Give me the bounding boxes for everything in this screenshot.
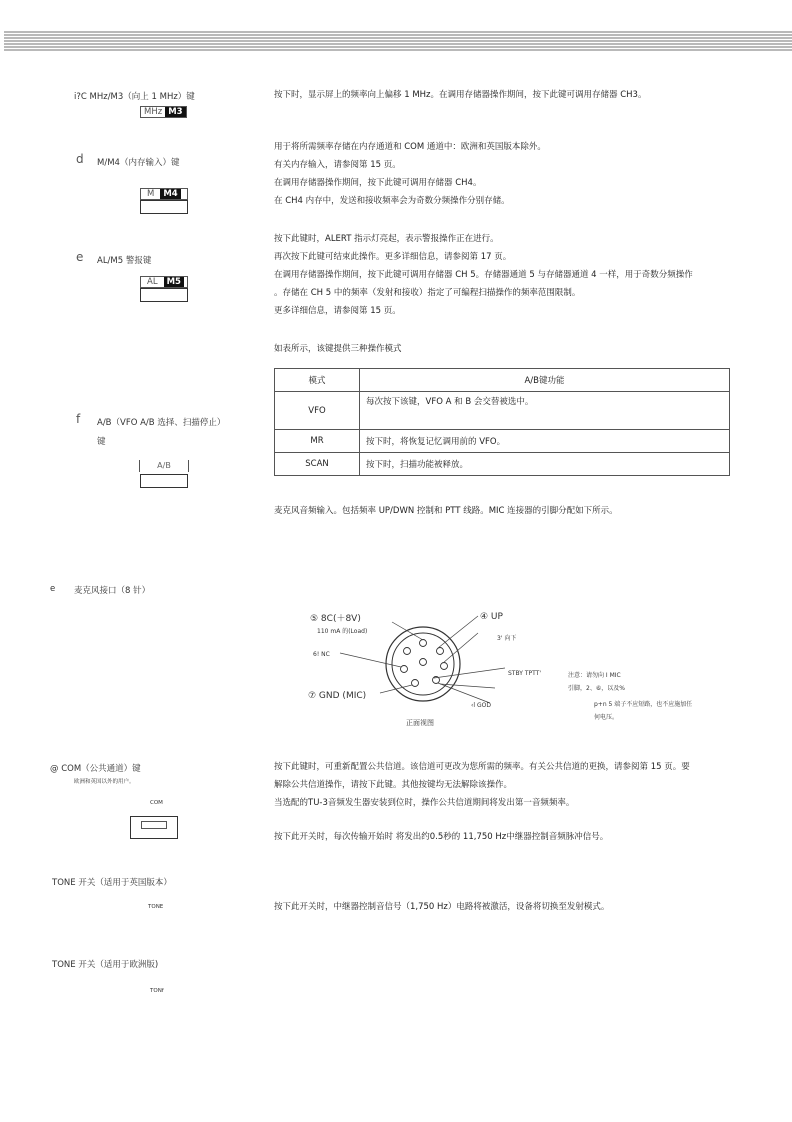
- m-key-desc-line: 用于将所需频率存储在内存通道和 COM 通道中：欧洲和英国版本除外。: [274, 142, 546, 152]
- al-key-button[interactable]: [140, 288, 188, 302]
- connector-pin: [441, 663, 448, 670]
- com-key-desc: [274, 758, 690, 812]
- connector-note-1: 注意：请勿向 I MIC: [568, 672, 621, 679]
- com-key-sub: 欧洲和英国以外的用户。: [74, 779, 135, 785]
- al-key-desc-line: 。存储在 CH 5 中的频率（发射和接收）指定了可编程扫描操作的频率范围限制。: [274, 288, 581, 298]
- ab-key-label-2: 键: [97, 437, 106, 447]
- al-key-marker: e: [76, 250, 84, 264]
- al-key-label: AL/M5 警报键: [97, 256, 152, 266]
- m-key-desc-line: 在调用存储器操作期间，按下此键可调用存储器 CH4。: [274, 178, 482, 188]
- al-keycap: [140, 276, 188, 288]
- pin5-label: ⑤ 8C(＋8V): [310, 614, 361, 624]
- m-key-label: M/M4（内存输入）键: [97, 158, 180, 168]
- al-key-desc-line: 按下此键时，ALERT 指示灯亮起，表示警报操作正在进行。: [274, 234, 499, 244]
- tone-eu-keycap: TONf: [150, 988, 164, 994]
- pin3-label: 3' 向下: [497, 635, 517, 642]
- m-key-desc: [274, 138, 546, 210]
- al-keycap-right: M5: [164, 277, 184, 287]
- tone-uk-label: TONE 开关（适用于英国版本）: [52, 878, 172, 888]
- connector-note-4: 何电压。: [594, 714, 619, 721]
- pin4-label: ④ UP: [480, 612, 503, 622]
- ab-key-intro: 如表所示，该键提供三种操作模式: [274, 344, 402, 354]
- pin-gnd-label: ‹l GOD: [471, 702, 491, 709]
- com-key-desc-line: 按下此键时，可重新配置公共信道。该信道可更改为您所需的频率。有关公共信道的更换，请参阅第 15 页。要: [274, 762, 690, 772]
- ab-keycap: A/B: [139, 460, 189, 472]
- m-key-marker: d: [76, 152, 84, 166]
- table-header: A/B键功能: [360, 369, 730, 392]
- connector-outer-ring: [386, 627, 460, 701]
- table-cell-func: 按下时，扫描功能被释放。: [360, 453, 730, 476]
- al-key-desc-line: 在调用存储器操作期间，按下此键可调用存储器 CH 5。存储器通道 5 与存储器通道 4 一样，用于奇数分频操作: [274, 270, 693, 280]
- al-key-desc-line: 更多详细信息，请参阅第 15 页。: [274, 306, 401, 316]
- connector-pin: [401, 666, 408, 673]
- com-key-desc-line: 解除公共信道操作，请按下此键。其他按键均无法解除该操作。: [274, 780, 513, 790]
- table-cell-func: 每次按下该键，VFO A 和 B 会交替被选中。: [360, 392, 730, 430]
- table-header: 模式: [275, 369, 360, 392]
- mic-note: 麦克风音频输入。包括频率 UP/DWN 控制和 PTT 线路。MIC 连接器的引脚分配如下所示。: [274, 506, 618, 516]
- connector-pin: [420, 640, 427, 647]
- table-cell-func: 按下时，将恢复记忆调用前的 VFO。: [360, 430, 730, 453]
- mic-section-marker: e: [50, 584, 56, 594]
- mhz-keycap: [140, 106, 187, 118]
- m-keycap: [140, 188, 188, 200]
- pin5-sub-label: 110 mA 的(Load): [317, 628, 368, 635]
- connector-pin: [404, 648, 411, 655]
- table-cell-mode: SCAN: [275, 453, 360, 476]
- m-key-desc-line: 有关内存输入，请参阅第 15 页。: [274, 160, 401, 170]
- mhz-keycap-right: M3: [165, 107, 185, 117]
- connector-pin: [420, 659, 427, 666]
- com-key-button[interactable]: [130, 816, 178, 839]
- connector-note-2: 引脚，2、⑥，以及%: [568, 685, 625, 692]
- m-key-desc-line: 在 CH4 内存中，发送和接收频率会为奇数分频操作分别存储。: [274, 196, 510, 206]
- connector-pin: [412, 680, 419, 687]
- tone-eu-label: TONE 开关（适用于欧洲版): [52, 960, 159, 970]
- mhz-key-desc: 按下时，显示屏上的频率向上偏移 1 MHz。在调用存储器操作期间，按下此键可调用存储器 CH3。: [274, 90, 647, 100]
- al-key-desc-line: 再次按下此键可结束此操作。更多详细信息，请参阅第 17 页。: [274, 252, 512, 262]
- com-key-label: @ COM（公共通道）键: [50, 764, 141, 774]
- al-key-desc: [274, 230, 693, 320]
- header-rule-lines: [4, 30, 792, 56]
- mhz-keycap-left: MHz: [144, 107, 163, 117]
- m-key-button[interactable]: [140, 200, 188, 214]
- table-row: [275, 453, 730, 476]
- mhz-key-label: i?C MHz/M3（向上 1 MHz）键: [74, 92, 195, 102]
- ab-key-label-1: A/B（VFO A/B 选择、扫描停止）: [97, 418, 226, 428]
- connector-pin: [437, 648, 444, 655]
- com-key-slot: [141, 821, 167, 829]
- m-keycap-left: M: [147, 189, 155, 199]
- connector-caption: 正面视图: [406, 719, 434, 727]
- ab-key-marker: f: [76, 412, 81, 426]
- tone-uk-desc: 按下此开关时，中继器控制音信号（1,750 Hz）电路将被激活，设备将切换至发射模式。: [274, 902, 610, 912]
- table-cell-mode: VFO: [275, 392, 360, 430]
- ab-key-button[interactable]: [140, 474, 188, 488]
- mic-section-title: 麦克风接口（8 针）: [74, 586, 151, 596]
- pin7-label: ⑦ GND (MIC): [308, 691, 367, 701]
- table-row: [275, 392, 730, 430]
- ab-modes-table: [274, 368, 730, 476]
- table-cell-mode: MR: [275, 430, 360, 453]
- mic-connector-diagram: [300, 605, 750, 730]
- tone-uk-keycap: TONE: [148, 904, 164, 910]
- com-key-desc-line: 当选配的TU-3音频发生器安装到位时，操作公共信道期间将发出第一音频频率。: [274, 798, 575, 808]
- pin-stby-label: STBY TPTT': [508, 670, 541, 677]
- pin6-label: 6! NC: [313, 651, 330, 658]
- al-keycap-left: AL: [147, 277, 158, 287]
- table-row: [275, 430, 730, 453]
- com-key-desc-2: 按下此开关时，每次传输开始时 将发出约0.5秒的 11,750 Hz中继器控制音频脉冲信号。: [274, 832, 609, 842]
- m-keycap-right: M4: [160, 189, 180, 199]
- com-keycap: COM: [150, 800, 163, 806]
- connector-note-3: p+n 5 端子不应短路，也不应施加任: [594, 701, 693, 708]
